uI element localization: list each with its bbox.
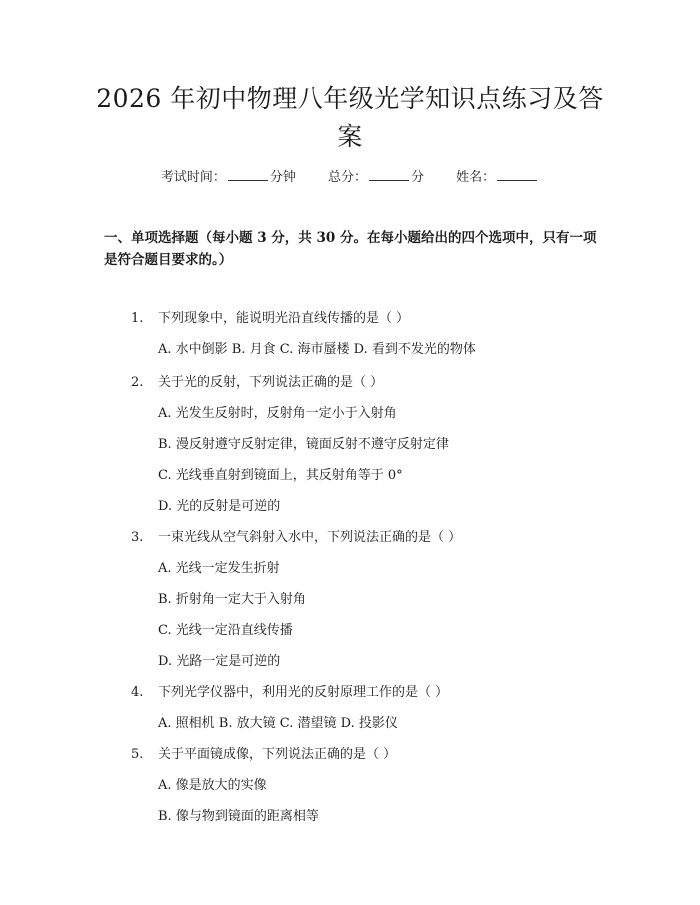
question-5 xyxy=(131,746,396,764)
exam-info-line xyxy=(0,168,700,187)
question-number: 5. xyxy=(131,747,144,762)
question-text: 关于平面镜成像，下列说法正确的是（ ） xyxy=(158,747,397,762)
student-name-blank xyxy=(497,168,537,181)
total-score-unit: 分 xyxy=(411,170,425,185)
question-5-option-b: B. 像与物到镜面的距离相等 xyxy=(158,809,319,824)
question-2-option-c: C. 光线垂直射到镜面上，其反射角等于 0° xyxy=(158,468,403,483)
question-2-option-d: D. 光的反射是可逆的 xyxy=(158,499,281,514)
exam-time-unit: 分钟 xyxy=(269,170,296,185)
question-2-line xyxy=(131,374,383,392)
question-number: 4. xyxy=(131,685,144,700)
question-text: 一束光线从空气斜射入水中，下列说法正确的是（ ） xyxy=(158,530,462,545)
question-3-option-b: B. 折射角一定大于入射角 xyxy=(158,592,306,607)
question-number: 3. xyxy=(131,530,144,545)
exam-time-blank xyxy=(228,168,268,181)
student-name xyxy=(456,168,539,187)
exam-time xyxy=(161,168,296,187)
question-3-option-c: C. 光线一定沿直线传播 xyxy=(158,623,293,638)
question-number: 1. xyxy=(131,311,144,326)
question-4 xyxy=(131,684,448,702)
section-heading: 一、单项选择题（每小题 3 分，共 30 分。在每小题给出的四个选项中，只有一项是符合题目要求的。） xyxy=(104,230,597,268)
question-1 xyxy=(131,310,409,328)
total-score xyxy=(328,168,424,187)
student-name-label: 姓名： xyxy=(456,170,496,185)
total-score-label: 总分： xyxy=(327,170,367,185)
document-title: 2026 年初中物理八年级光学知识点练习及答案 xyxy=(96,84,604,151)
question-2-option-a: A. 光发生反射时，反射角一定小于入射角 xyxy=(158,406,397,421)
question-2-option-b: B. 漫反射遵守反射定律，镜面反射不遵守反射定律 xyxy=(158,437,449,452)
question-1-options: A. 水中倒影 B. 月食 C. 海市蜃楼 D. 看到不发光的物体 xyxy=(158,342,476,357)
question-3 xyxy=(131,529,461,547)
question-3-option-d: D. 光路一定是可逆的 xyxy=(158,654,281,669)
question-text: 关于光的反射，下列说法正确的是（ ） xyxy=(158,375,384,390)
question-3-option-a: A. 光线一定发生折射 xyxy=(158,561,280,576)
total-score-blank xyxy=(369,168,409,181)
question-5-option-a: A. 像是放大的实像 xyxy=(158,778,267,793)
question-text: 下列现象中，能说明光沿直线传播的是（ ） xyxy=(158,311,410,326)
exam-time-label: 考试时间： xyxy=(160,170,226,185)
question-number: 2. xyxy=(131,375,144,390)
question-4-options: A. 照相机 B. 放大镜 C. 潜望镜 D. 投影仪 xyxy=(158,716,398,731)
question-text: 下列光学仪器中，利用光的反射原理工作的是（ ） xyxy=(158,685,449,700)
